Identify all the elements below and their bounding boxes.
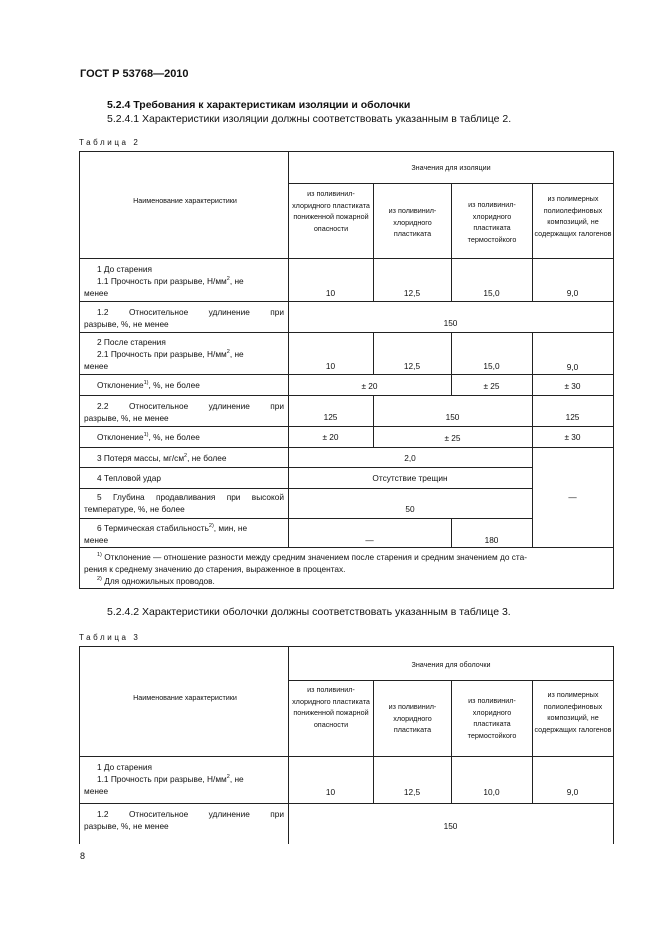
table-2-cell: 2,0 <box>404 453 416 463</box>
section-title: 5.2.4 Требования к характеристикам изоляции и оболочки <box>107 99 411 111</box>
table-2-cell: ± 25 <box>483 381 500 391</box>
table-3-cell: 12,5 <box>403 787 421 797</box>
table-3-label: Таблица 3 <box>79 633 141 642</box>
table-2-cell: 12,5 <box>403 361 421 371</box>
table-3-row-label: 1 До старения <box>97 762 152 772</box>
table-3-col-2-header: из поливинил-хлоридного пластиката <box>388 702 437 734</box>
table-2-name-header: Наименование характеристики <box>133 196 237 205</box>
table-2-row-label: разрыве, %, не менее <box>84 319 169 329</box>
table-2-label: Таблица 2 <box>79 138 141 147</box>
table-2-row-label: 1 До старения <box>97 264 152 274</box>
table-2-col-2-header: из поливинил-хлоридного пластиката <box>388 206 437 238</box>
table-2-cell: 9,0 <box>566 362 579 372</box>
table-2-row-label: разрыве, %, не менее <box>84 413 169 423</box>
table-3-group-header: Значения для оболочки <box>411 660 491 669</box>
table-2-cell: ± 30 <box>564 381 581 391</box>
table-2-row-label: 1.1 Прочность при разрыве, $Н/мм^2$, не <box>97 276 244 286</box>
table-2-row-label: Отклонение$^{1)}$, %, не более <box>97 432 200 442</box>
paragraph-5-2-4-1: 5.2.4.1 Характеристики изоляции должны соответствовать указанным в таблице 2. <box>107 113 512 125</box>
table-2-footnote-1-cont: рения к среднему значению до старения, выраженное в процентах. <box>84 564 346 574</box>
table-2-row-label: 2.1 Прочность при разрыве, $Н/мм^2$, не <box>97 349 244 359</box>
table-2-cell: 50 <box>405 504 415 514</box>
table-2-footnote-2: $^{2)}$ Для одножильных проводов. <box>97 576 215 586</box>
table-2-row-label: 2 После старения <box>97 337 166 347</box>
table-2-cell: 150 <box>443 318 458 328</box>
table-2-row-label: 5 Глубина продавливания при высокой <box>97 492 284 502</box>
table-2-group-header: Значения для изоляции <box>411 163 491 172</box>
table-3-cell: 10,0 <box>483 787 500 797</box>
table-2-row-label: 4 Тепловой удар <box>97 473 161 483</box>
table-3-row-label: 1.1 Прочность при разрыве, $Н/мм^2$, не <box>97 774 244 784</box>
table-2-cell: 180 <box>484 535 499 545</box>
table-3-cell: 9,0 <box>566 787 579 797</box>
table-2-cell: 10 <box>325 288 336 298</box>
table-3-name-header: Наименование характеристики <box>133 693 237 702</box>
table-2-cell: — <box>365 535 374 545</box>
table-3-row-label: 1.2 Относительное удлинение при <box>97 809 284 819</box>
table-2-row-label: 2.2 Относительное удлинение при <box>97 401 284 411</box>
table-2-cell: ± 25 <box>444 433 461 443</box>
table-3-cell: 10 <box>325 787 336 797</box>
table-2-row-label: температуре, %, не более <box>84 504 185 514</box>
table-2-cell: 12,5 <box>403 288 421 298</box>
table-3-cell: 150 <box>443 821 458 831</box>
table-2-row-label: менее <box>84 361 109 371</box>
table-2-cell: ± 20 <box>322 432 339 442</box>
table-2-cell: 9,0 <box>566 288 579 298</box>
table-2-cell: 15,0 <box>483 288 500 298</box>
table-3-col-1-header: из поливинил-хлоридного пластиката пониженной пожарной опасности <box>292 685 370 729</box>
table-3-row-label: разрыве, %, не менее <box>84 821 169 831</box>
paragraph-5-2-4-2: 5.2.4.2 Характеристики оболочки должны соответствовать указанным в таблице 3. <box>107 606 511 618</box>
table-3-col-3-header: из поливинил-хлоридного пластиката термостойкого <box>467 696 517 740</box>
table-2-row-label: 1.2 Относительное удлинение при <box>97 307 284 317</box>
table-2-row-label: 3 Потеря массы, $мг/см^2$, не более <box>97 453 227 463</box>
table-2-col-4-header: из полимерных полиолефиновых композиций, не содержащих галогенов <box>534 194 612 238</box>
document-header: ГОСТ Р 53768—2010 <box>80 68 189 80</box>
table-2-cell: 125 <box>565 412 580 422</box>
table-2-cell: — <box>568 492 577 502</box>
table-2-cell: 10 <box>325 361 336 371</box>
table-2-row-label: менее <box>84 535 109 545</box>
table-2-cell: Отсутствие трещин <box>372 473 448 483</box>
table-2-footnote-1: $^{1)}$ Отклонение — отношение разности между средним значением после старения и средним значением до ста- <box>97 552 527 562</box>
table-3-col-4-header: из полимерных полиолефиновых композиций, не содержащих галогенов <box>534 690 612 734</box>
table-2-cell: ± 20 <box>361 381 378 391</box>
table-2-row-label: 6 Термическая стабильность$^{2)}$, мин, не <box>97 523 248 533</box>
table-2-row-label: менее <box>84 288 109 298</box>
table-3-row-label: менее <box>84 786 109 796</box>
table-2-row-label: Отклонение$^{1)}$, %, не более <box>97 380 200 390</box>
table-2-col-1-header: из поливинил-хлоридного пластиката пониженной пожарной опасности <box>292 189 370 233</box>
page-number: 8 <box>80 851 86 861</box>
table-2-col-3-header: из поливинил-хлоридного пластиката термостойкого <box>467 200 517 244</box>
table-2-cell: 15,0 <box>483 361 500 371</box>
table-2-cell: 150 <box>445 412 460 422</box>
table-2-cell: ± 30 <box>564 432 581 442</box>
table-2-cell: 125 <box>323 412 338 422</box>
